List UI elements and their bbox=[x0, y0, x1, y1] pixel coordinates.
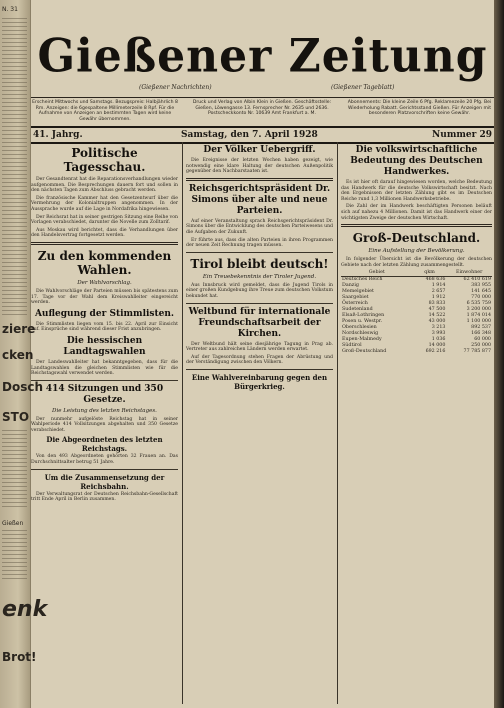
population-table bbox=[341, 270, 492, 355]
table-cell-area: 1 036 bbox=[431, 337, 446, 343]
strip-text-lines-3 bbox=[2, 530, 27, 580]
table-cell-region: Österreich bbox=[342, 301, 368, 307]
issue-number: Nummer 29 bbox=[432, 130, 492, 140]
table-cell-population: 250 000 bbox=[471, 343, 491, 349]
table-cell-population: 1 874 014 bbox=[466, 313, 491, 319]
strip-text-lines bbox=[2, 18, 27, 318]
table-cell-area: 47 500 bbox=[428, 307, 446, 313]
article-paragraph: Auf der Tagesordnung stehen Fragen der Abrüstung und der Verständigung zwischen den Völkern. bbox=[186, 354, 333, 366]
subheadline-sessions-laws: Die Leistung des letzten Reichstages. bbox=[52, 407, 157, 414]
section-divider bbox=[31, 380, 178, 381]
article-paragraph: Die französische Kammer hat den Gesetzentwurf über die Vermehrung der Kolonialtruppen angenommen. In der Aussprache wurde auf die Lage in Nordafrika hingewiesen. bbox=[31, 195, 178, 212]
publisher-info: Druck und Verlag von Albin Klein in Gießen. Geschäftsstelle: Gießen, Löwengasse 13. Fernsprecher Nr. 2635 und 2636. Postscheckkonto Nr. 10639 Amt Frankfurt a. M. bbox=[192, 100, 332, 117]
advertising-info: Abonnements: Die kleine Zeile 6 Pfg. Reklamezeile 20 Pfg. Bei Wiederholung Rabatt. Gerichtsstand Gießen. Für Anzeigen mit besonderen Platzvorschriften keine Gewähr. bbox=[347, 100, 492, 117]
subscription-info: Erscheint Mittwochs und Samstags. Bezugspreis: Halbjährlich 8 Rm. Anzeigen: die 6gespaltene Millimeterzeile 8 Rpf. Für die Aufnahme von Anzeigen an bestimmten Tagen wird keine Gewähr übernommen. bbox=[32, 100, 178, 122]
table-cell-population: 62 410 619 bbox=[463, 277, 491, 283]
subheadline-elections: Der Wahlvorschlag. bbox=[77, 279, 132, 286]
table-cell-population: 77 785 877 bbox=[463, 349, 491, 355]
table-cell-area: 2 657 bbox=[431, 289, 446, 295]
section-divider bbox=[31, 469, 178, 470]
table-cell-population: 3 200 000 bbox=[466, 307, 491, 313]
article-paragraph: Die Ereignisse der letzten Wochen haben gezeigt, wie notwendig eine klare Haltung der deutschen Außenpolitik gegenüber den Nachbarstaaten ist. bbox=[186, 158, 333, 175]
headline-political-review: Politische Tagesschau. bbox=[63, 146, 146, 174]
table-cell-region: Saargebiet bbox=[342, 295, 369, 301]
headline-election-agreement: Eine Wahlvereinbarung gegen den Bürgerkrieg. bbox=[191, 372, 328, 391]
publisher-info-row bbox=[31, 97, 494, 126]
column-3 bbox=[341, 142, 492, 708]
article-paragraph: In folgender Übersicht ist die Bevölkerung der deutschen Gebiete nach der letzten Zählung zusammengestellt. bbox=[341, 257, 492, 268]
headline-simons: Reichsgerichtspräsident Dr. Simons über alte und neue Parteien. bbox=[188, 183, 331, 216]
strip-word-c: Dosch bbox=[2, 380, 44, 394]
article-paragraph: Aus Innsbruck wird gemeldet, dass die Jugend Tirols in einer großen Kundgebung ihre Treue zum deutschen Volkstum bekundet hat. bbox=[186, 282, 333, 299]
article-paragraph: Der Gesandtenrat hat die Reparationsverhandlungen wieder aufgenommen. Die Besprechungen dauern fort und sollen in den nächsten Tagen zum Abschluss gebracht werden. bbox=[31, 177, 178, 194]
table-header-population: Einwohner bbox=[446, 270, 492, 277]
table-cell-area: 14 000 bbox=[428, 343, 446, 349]
binding-edge bbox=[494, 0, 504, 708]
strip-word-d: STO bbox=[2, 410, 30, 424]
article-paragraph: Der Weltbund hält seine diesjährige Tagung in Prag ab. Vertreter aus zahlreichen Ländern werden erwartet. bbox=[186, 341, 333, 353]
table-cell-region: Memelgebiet bbox=[342, 289, 374, 295]
headline-greater-germany: Groß-Deutschland. bbox=[352, 231, 481, 246]
section-divider bbox=[186, 303, 333, 304]
table-cell-area: 692 216 bbox=[425, 349, 446, 355]
table-cell-area: 83 833 bbox=[428, 301, 446, 307]
table-cell-region: Südtirol bbox=[342, 343, 362, 349]
table-cell-area: 1 914 bbox=[431, 283, 446, 289]
section-divider bbox=[341, 224, 492, 227]
article-paragraph: Der Reichsrat hat in seiner gestrigen Sitzung eine Reihe von Vorlagen verabschiedet, darunter die Novelle zum Zolltarif. bbox=[31, 214, 178, 226]
table-header-region: Gebiet bbox=[341, 270, 413, 277]
strip-word-e: Gießen bbox=[2, 520, 24, 527]
article-paragraph: Die Zahl der im Handwerk beschäftigten Personen beläuft sich auf nahezu 4 Millionen. Damit ist das Handwerk einer der wichtigsten Zweige der deutschen Wirtschaft. bbox=[341, 204, 492, 221]
headline-sessions-laws: 414 Sitzungen und 350 Gesetze. bbox=[45, 383, 164, 405]
table-cell-region: Oberschlesien bbox=[342, 325, 377, 331]
table-cell-population: 1 100 000 bbox=[466, 319, 491, 325]
table-cell-region: Eupen-Malmedy bbox=[342, 337, 382, 343]
strip-text-lines-2 bbox=[2, 430, 27, 510]
table-cell-area: 14 522 bbox=[428, 313, 446, 319]
headline-craft-economy: Die volkswirtschaftliche Bedeutung des Deutschen Handwerkes. bbox=[350, 145, 483, 177]
column-2 bbox=[186, 142, 333, 708]
table-row bbox=[341, 349, 492, 355]
article-paragraph: Die Wahlvorschläge der Parteien müssen bis spätestens zum 17. Tage vor der Wahl dem Kreiswahlleiter eingereicht werden. bbox=[31, 288, 178, 306]
table-cell-area: 3 213 bbox=[431, 325, 446, 331]
table-cell-population: 60 000 bbox=[474, 337, 491, 343]
table-cell-population: 141 645 bbox=[471, 289, 491, 295]
headline-elections: Zu den kommenden Wahlen. bbox=[37, 248, 172, 277]
table-cell-area: 1 912 bbox=[431, 295, 446, 301]
table-cell-area: 468 636 bbox=[425, 277, 446, 283]
column-1 bbox=[31, 142, 178, 708]
front-page bbox=[31, 0, 494, 708]
adjacent-page-strip bbox=[0, 0, 48, 708]
article-paragraph: Der nunmehr aufgelöste Reichstag hat in seiner Wahlperiode 414 Vollsitzungen abgehalten und 350 Gesetze verabschiedet. bbox=[31, 416, 178, 433]
section-divider bbox=[186, 178, 333, 181]
volume-label: 41. Jahrg. bbox=[33, 130, 83, 140]
table-cell-area: 43 000 bbox=[428, 319, 446, 325]
section-divider bbox=[186, 369, 333, 370]
headline-nations: Der Völker Uebergriff. bbox=[203, 145, 316, 155]
table-cell-region: Nordschleswig bbox=[342, 331, 379, 337]
headline-world-alliance: Weltbund für internationale Freundschaftsarbeit der Kirchen. bbox=[188, 306, 331, 339]
section-divider bbox=[31, 242, 178, 245]
strip-word-f: enk bbox=[2, 597, 48, 622]
headline-tyrol: Tirol bleibt deutsch! bbox=[190, 256, 329, 271]
headline-reichsbahn: Um die Zusammensetzung der Reichsbahn. bbox=[44, 472, 165, 491]
subheadline-greater-germany: Eine Aufstellung der Bevölkerung. bbox=[368, 248, 465, 255]
strip-word-b: cken bbox=[2, 348, 34, 362]
table-cell-population: 892 537 bbox=[471, 325, 491, 331]
table-header-area: qkm bbox=[413, 270, 447, 277]
headline-hessian-elections: Die hessischen Landtagswahlen bbox=[63, 335, 146, 357]
article-paragraph: Er führte aus, dass die alten Parteien in ihren Programmen der neuen Zeit Rechnung tragen müssen. bbox=[186, 237, 333, 249]
table-cell-region: Elsaß-Lothringen bbox=[342, 313, 385, 319]
table-cell-area: 3 993 bbox=[431, 331, 446, 337]
article-paragraph: Es ist hier oft darauf hingewiesen worden, welche Bedeutung das Handwerk für die deutsche Volkswirtschaft besitzt. Nach den Ergebnissen der letzten Zählung gibt es im Deutschen Reiche rund 1,3 Millionen Handwerksbetriebe. bbox=[341, 180, 492, 202]
headline-voter-lists: Auflegung der Stimmlisten. bbox=[34, 308, 175, 319]
column-rule bbox=[337, 142, 338, 704]
article-paragraph: Aus Moskau wird berichtet, dass die Verhandlungen über den Handelsvertrag fortgesetzt werden. bbox=[31, 227, 178, 239]
article-paragraph: Der Landeswahlleiter hat bekanntgegeben, dass für die Landtagswahlen die gleichen Stimmlisten wie für die Reichstagswahl verwendet werden. bbox=[31, 359, 178, 377]
masthead bbox=[31, 30, 494, 96]
table-cell-population: 770 000 bbox=[471, 295, 491, 301]
headline-deputies: Die Abgeordneten des letzten Reichstags. bbox=[46, 435, 163, 454]
table-cell-population: 166 348 bbox=[471, 331, 491, 337]
table-cell-population: 383 955 bbox=[471, 283, 491, 289]
subheadline-tyrol: Ein Treuebekenntnis der Tiroler Jugend. bbox=[202, 273, 317, 280]
issue-date: Samstag, den 7. April 1928 bbox=[181, 130, 318, 140]
masthead-subtitle-left: (Gießener Nachrichten) bbox=[139, 84, 212, 91]
column-rule bbox=[182, 142, 183, 704]
article-paragraph: Auf einer Veranstaltung sprach Reichsgerichtspräsident Dr. Simons über die Entwicklung des deutschen Parteiwesens und die Aufgaben der Zukunft. bbox=[186, 218, 333, 235]
strip-code: N. 31 bbox=[2, 6, 18, 13]
article-paragraph: Die Stimmlisten liegen vom 15. bis 22. April zur Einsicht auf. Einsprüche sind während dieser Frist anzubringen. bbox=[31, 321, 178, 333]
table-cell-region: Posen u. Westpr. bbox=[342, 319, 383, 325]
table-cell-region: Groß-Deutschland bbox=[342, 349, 387, 355]
newspaper-title: Gießener Zeitung bbox=[37, 29, 488, 84]
section-divider bbox=[186, 252, 333, 253]
table-cell-region: Sudetenland bbox=[342, 307, 373, 313]
strip-word-g: Brot! bbox=[2, 650, 37, 664]
table-cell-population: 6 535 759 bbox=[466, 301, 491, 307]
table-cell-region: Deutsches Reich bbox=[342, 277, 383, 283]
table-cell-region: Danzig bbox=[342, 283, 359, 289]
article-paragraph: Von den 493 Abgeordneten gehörten 32 Frauen an. Das Durchschnittsalter betrug 51 Jahre. bbox=[31, 454, 178, 466]
strip-word-a: ziere bbox=[2, 322, 36, 336]
article-paragraph: Der Verwaltungsrat der Deutschen Reichsbahn-Gesellschaft tritt Ende April in Berlin zusammen. bbox=[31, 491, 178, 503]
masthead-subtitle-right: (Gießener Tageblatt) bbox=[331, 84, 395, 91]
